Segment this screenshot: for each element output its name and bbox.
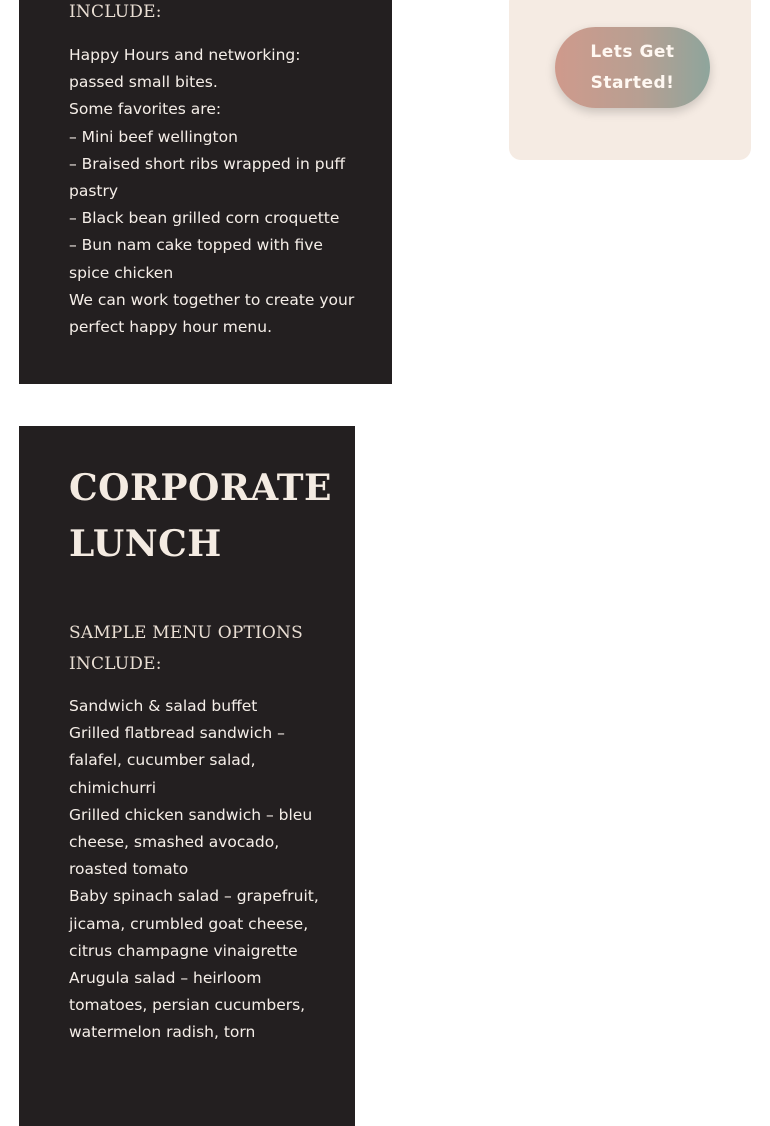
corporate-lunch-title: CORPORATE LUNCH (69, 467, 332, 565)
happy-hour-line: – Bun nam cake topped with five spice chicken (69, 236, 323, 282)
happy-hour-caption: INCLUDE: (69, 2, 162, 22)
menu-item: Sandwich & salad buffet (69, 697, 258, 715)
corporate-lunch-caption: SAMPLE MENU OPTIONS INCLUDE: (69, 623, 303, 674)
menu-item: Arugula salad – heirloom tomatoes, persian cucumbers, watermelon radish, torn (69, 969, 306, 1042)
happy-hour-line: – Mini beef wellington (69, 127, 238, 146)
happy-hour-line: Happy Hours and networking: passed small bites. (69, 46, 301, 92)
happy-hour-description (69, 42, 359, 341)
lets-get-started-button[interactable]: Lets Get Started! (555, 27, 710, 108)
happy-hour-line: – Braised short ribs wrapped in puff pastry (69, 154, 346, 201)
corporate-lunch-menu (69, 693, 319, 1047)
happy-hour-line: Some favorites are: (69, 100, 222, 119)
happy-hour-line: We can work together to create your perfect happy hour menu. (69, 290, 355, 337)
happy-hour-card (19, 0, 392, 384)
menu-item: Baby spinach salad – grapefruit, jicama, crumbled goat cheese, citrus champagne vinaigrette (69, 887, 319, 960)
happy-hour-line: – Black bean grilled corn croquette (69, 209, 340, 228)
corporate-lunch-card (19, 426, 355, 1126)
menu-item: Grilled flatbread sandwich – falafel, cucumber salad, chimichurri (69, 724, 285, 797)
menu-item: Grilled chicken sandwich – bleu cheese, smashed avocado, roasted tomato (69, 805, 313, 879)
cta-panel (509, 0, 751, 160)
